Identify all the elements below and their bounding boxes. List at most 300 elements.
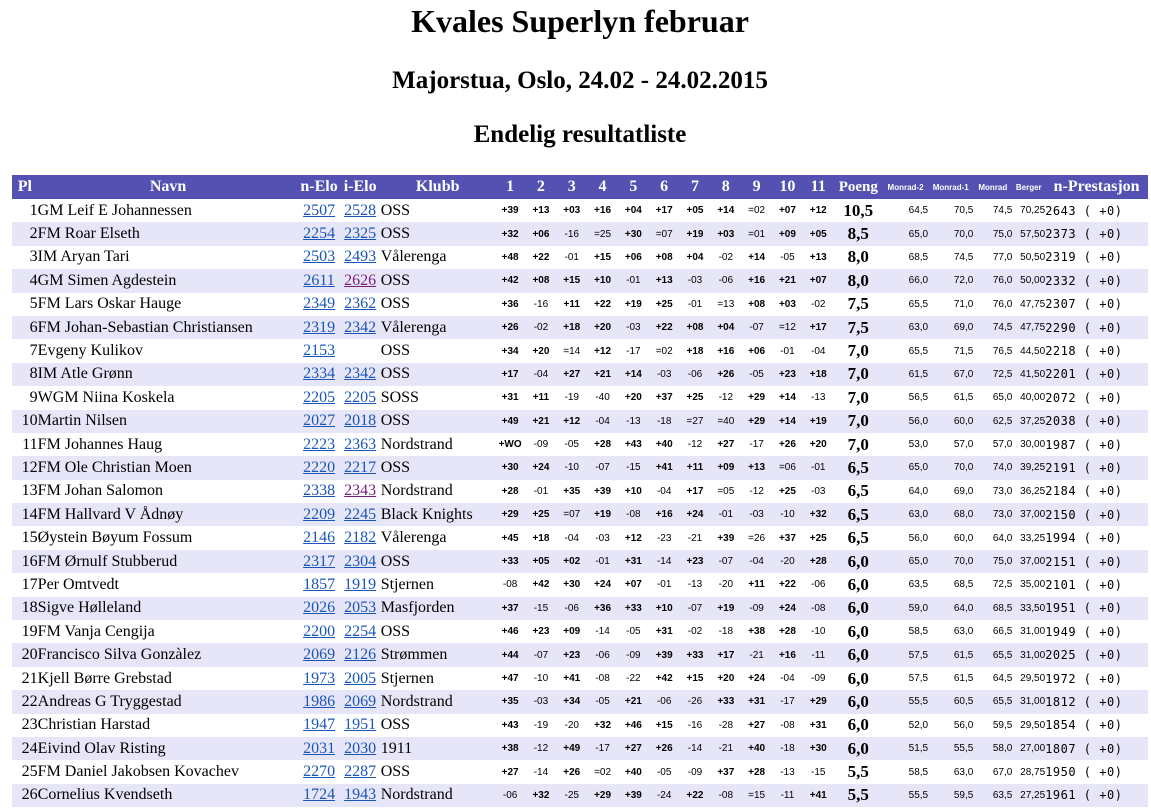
ielo-cell	[340, 643, 381, 666]
player-name: FM Daniel Jakobsen Kovachev	[37, 763, 239, 781]
round-result: -12	[749, 485, 764, 497]
nelo-link[interactable]: 2146	[303, 529, 336, 547]
round-result: +30	[624, 228, 642, 240]
nelo-link[interactable]: 2254	[303, 225, 336, 243]
placement: 6	[29, 318, 38, 336]
round-result: -21	[718, 743, 734, 755]
nelo-link[interactable]: 2031	[303, 739, 336, 757]
table-row	[12, 737, 1148, 760]
nelo-cell	[299, 690, 340, 713]
round-result: +25	[809, 532, 827, 544]
table-row	[12, 784, 1148, 807]
ielo-cell	[340, 503, 381, 526]
page-subtitle: Majorstua, Oslo, 24.02 - 24.02.2015	[392, 67, 768, 94]
round-result: +42	[532, 579, 550, 591]
performance: 2025 ( +0)	[1045, 648, 1123, 663]
monrad1: 72,0	[953, 275, 974, 287]
ielo-cell	[340, 339, 381, 362]
berger: 35,00	[1020, 579, 1046, 591]
results-table	[12, 175, 1148, 807]
ielo-cell	[340, 480, 381, 503]
nelo-link[interactable]: 2223	[303, 435, 336, 453]
round-result: -05	[656, 766, 672, 778]
nelo-link[interactable]: 2205	[303, 388, 336, 406]
round-result: -10	[533, 673, 549, 684]
monrad: 66,5	[992, 626, 1013, 638]
round-result: -12	[718, 392, 734, 404]
ielo-link[interactable]: 1943	[344, 786, 377, 804]
player-name: FM Lars Oskar Hauge	[37, 295, 182, 313]
round-result: +25	[778, 485, 796, 497]
col-round: 4	[587, 175, 618, 199]
player-name: GM Leif E Johannessen	[37, 201, 192, 219]
col-round: 1	[495, 175, 526, 199]
round-result: -21	[749, 649, 764, 661]
berger: 31,00	[1020, 696, 1046, 708]
round-result: -09	[749, 602, 764, 614]
ielo-link[interactable]: 2343	[344, 482, 377, 500]
player-name: FM Hallvard V Ådnøy	[37, 505, 184, 523]
round-result: -02	[718, 251, 734, 263]
round-result: +14	[778, 392, 796, 404]
nelo-link[interactable]: 2317	[303, 552, 336, 570]
nelo-cell	[299, 714, 340, 737]
round-result: +17	[717, 649, 735, 661]
placement: 25	[21, 763, 38, 781]
round-result: +WO	[498, 439, 522, 451]
round-result: +21	[594, 368, 612, 380]
round-result: +36	[501, 298, 519, 310]
round-result: -25	[564, 789, 579, 801]
placement: 18	[21, 599, 38, 617]
berger: 37,25	[1020, 415, 1046, 427]
points: 6,0	[847, 551, 869, 571]
round-result: -06	[811, 579, 826, 591]
nelo-cell	[299, 503, 340, 526]
round-result: +10	[594, 275, 612, 287]
round-result: +07	[809, 275, 827, 287]
round-result: =07	[655, 228, 673, 240]
ielo-link[interactable]: 2005	[344, 669, 377, 687]
performance: 1812 ( +0)	[1045, 694, 1123, 709]
ielo-link[interactable]: 2245	[344, 505, 377, 523]
ielo-cell	[340, 573, 381, 596]
placement: 2	[29, 225, 38, 243]
ielo-link[interactable]: 2287	[344, 763, 377, 781]
ielo-cell	[340, 597, 381, 620]
berger: 57,50	[1020, 228, 1046, 240]
placement: 11	[22, 435, 38, 453]
table-row	[12, 293, 1148, 316]
berger: 31,00	[1020, 649, 1046, 661]
performance: 2332 ( +0)	[1045, 273, 1123, 288]
table-row	[12, 410, 1148, 433]
berger: 33,50	[1020, 602, 1046, 614]
ielo-link[interactable]: 2069	[344, 692, 377, 710]
round-result: -16	[533, 298, 549, 310]
ielo-cell	[340, 433, 381, 456]
round-result: +08	[748, 298, 766, 310]
round-result: +19	[686, 228, 704, 240]
round-result: -13	[687, 579, 703, 591]
results-body	[12, 199, 1148, 807]
round-result: -05	[564, 439, 579, 451]
ielo-link[interactable]: 2217	[344, 458, 377, 476]
player-name: Francisco Silva Gonzàlez	[37, 646, 202, 664]
ielo-link[interactable]: 2018	[344, 412, 377, 430]
round-result: =13	[717, 298, 735, 310]
ielo-cell	[340, 550, 381, 573]
table-row	[12, 246, 1148, 269]
round-result: +13	[532, 205, 550, 217]
monrad: 64,5	[992, 673, 1013, 684]
points: 8,5	[847, 224, 869, 244]
round-result: =27	[686, 415, 704, 427]
berger: 29,50	[1020, 719, 1046, 731]
round-result: -18	[718, 626, 734, 638]
round-result: +03	[778, 298, 796, 310]
nelo-link[interactable]: 1857	[303, 575, 336, 593]
nelo-link[interactable]: 1986	[303, 692, 336, 710]
round-result: =40	[717, 415, 735, 427]
round-result: -24	[656, 789, 672, 801]
ielo-cell	[340, 526, 381, 549]
round-result: +11	[686, 462, 704, 474]
round-result: +18	[532, 532, 550, 544]
round-result: +34	[563, 696, 581, 708]
ielo-link[interactable]: 1919	[344, 575, 377, 593]
round-result: -03	[626, 322, 641, 334]
nelo-link[interactable]: 2319	[303, 318, 336, 336]
ielo-link[interactable]: 2030	[344, 739, 377, 757]
round-result: +15	[594, 251, 612, 263]
col-nelo: n-Elo	[299, 175, 340, 199]
monrad1: 71,5	[953, 345, 974, 357]
ielo-link[interactable]: 2325	[344, 225, 377, 243]
performance: 1951 ( +0)	[1045, 601, 1123, 616]
ielo-link[interactable]: 2254	[344, 622, 377, 640]
round-result: +28	[748, 766, 766, 778]
round-result: +08	[655, 251, 673, 263]
nelo-link[interactable]: 2026	[303, 599, 336, 617]
round-result: +38	[501, 743, 519, 755]
nelo-cell	[299, 363, 340, 386]
points: 7,5	[847, 317, 869, 337]
round-result: -02	[811, 298, 826, 310]
player-name: Martin Nilsen	[37, 412, 127, 430]
round-result: -01	[780, 345, 795, 357]
round-result: -03	[811, 485, 826, 497]
round-result: -04	[595, 415, 610, 427]
monrad1: 71,0	[953, 298, 974, 310]
round-result: =25	[594, 228, 612, 240]
round-result: -11	[811, 649, 826, 661]
points: 6,5	[847, 504, 869, 524]
ielo-cell	[340, 737, 381, 760]
placement: 4	[29, 271, 38, 289]
monrad1: 70,0	[953, 462, 974, 474]
placement: 20	[21, 646, 38, 664]
table-row	[12, 597, 1148, 620]
round-result: +24	[594, 579, 612, 591]
round-result: +27	[563, 368, 581, 380]
ielo-link[interactable]: 1951	[344, 716, 377, 734]
club: Nordstrand	[380, 786, 453, 804]
round-result: +45	[501, 532, 519, 544]
nelo-link[interactable]: 2507	[303, 201, 336, 219]
club: OSS	[380, 342, 411, 360]
round-result: -13	[626, 415, 641, 427]
nelo-link[interactable]: 2503	[303, 248, 336, 266]
performance: 2101 ( +0)	[1045, 577, 1123, 592]
col-round: 11	[803, 175, 834, 199]
nelo-link[interactable]: 1724	[303, 786, 336, 804]
monrad2: 58,5	[908, 626, 929, 638]
table-row	[12, 526, 1148, 549]
round-result: +33	[717, 696, 735, 708]
monrad: 63,5	[992, 789, 1013, 801]
ielo-link[interactable]: 2126	[344, 646, 377, 664]
player-name: IM Aryan Tari	[37, 248, 130, 266]
nelo-link[interactable]: 2270	[303, 763, 336, 781]
monrad1: 60,0	[953, 415, 974, 427]
club: 1911	[380, 739, 413, 757]
ielo-link[interactable]: 2342	[344, 318, 377, 336]
round-result: +19	[594, 509, 612, 521]
ielo-link[interactable]: 2205	[344, 388, 377, 406]
monrad1: 56,0	[953, 719, 974, 731]
col-monrad1: Monrad-1	[928, 175, 973, 199]
monrad2: 65,5	[908, 345, 929, 357]
monrad2: 63,5	[908, 579, 929, 591]
berger: 27,25	[1020, 789, 1046, 801]
ielo-cell	[340, 667, 381, 690]
round-result: +17	[655, 205, 673, 217]
nelo-cell	[299, 573, 340, 596]
points: 10,5	[843, 200, 874, 220]
ielo-link[interactable]: 2342	[344, 365, 377, 383]
round-result: +20	[717, 673, 735, 684]
player-name: Eivind Olav Risting	[37, 739, 166, 757]
table-row	[12, 199, 1148, 222]
player-name: FM Johannes Haug	[37, 435, 163, 453]
round-result: -20	[780, 556, 795, 568]
round-result: -06	[656, 696, 672, 708]
round-result: +27	[624, 743, 642, 755]
berger: 44,50	[1020, 345, 1046, 357]
round-result: +21	[778, 275, 796, 287]
nelo-cell	[299, 550, 340, 573]
round-result: -01	[718, 509, 734, 521]
monrad: 76,0	[992, 298, 1013, 310]
points: 5,5	[847, 785, 869, 805]
monrad2: 55,5	[908, 789, 929, 801]
round-result: -01	[626, 275, 641, 287]
ielo-link[interactable]: 2626	[344, 271, 377, 289]
monrad1: 67,0	[953, 368, 974, 380]
nelo-link[interactable]: 2611	[303, 271, 335, 289]
points: 6,0	[847, 668, 869, 688]
monrad2: 53,0	[908, 439, 929, 451]
nelo-link[interactable]: 2338	[303, 482, 336, 500]
berger: 36,25	[1020, 485, 1046, 497]
round-result: +19	[809, 415, 827, 427]
ielo-link[interactable]: 2053	[344, 599, 377, 617]
round-result: +15	[686, 673, 704, 684]
round-result: =02	[655, 345, 673, 357]
round-result: +06	[624, 251, 642, 263]
round-result: +30	[501, 462, 519, 474]
performance: 2151 ( +0)	[1045, 554, 1123, 569]
col-klubb: Klubb	[381, 175, 495, 199]
monrad: 59,5	[992, 719, 1013, 731]
nelo-link[interactable]: 2153	[303, 342, 336, 360]
table-row	[12, 386, 1148, 409]
performance: 2319 ( +0)	[1045, 250, 1123, 265]
round-result: +26	[717, 368, 735, 380]
round-result: +17	[809, 322, 827, 334]
round-result: -07	[595, 462, 610, 474]
nelo-link[interactable]: 2027	[303, 412, 336, 430]
berger: 27,00	[1020, 743, 1046, 755]
berger: 47,75	[1020, 298, 1046, 310]
round-result: +46	[501, 626, 519, 638]
round-result: -12	[533, 743, 549, 755]
club: OSS	[380, 225, 411, 243]
round-result: -13	[811, 392, 826, 404]
nelo-cell	[299, 293, 340, 316]
berger: 70,25	[1020, 205, 1046, 217]
round-result: +25	[532, 509, 550, 521]
monrad: 65,5	[992, 649, 1013, 661]
round-result: -03	[533, 696, 549, 708]
ielo-cell	[340, 363, 381, 386]
club: Vålerenga	[380, 529, 447, 547]
round-result: -08	[780, 719, 795, 731]
col-round: 10	[772, 175, 803, 199]
round-result: +39	[624, 789, 642, 801]
player-name: Evgeny Kulikov	[37, 342, 143, 360]
placement: 16	[21, 552, 38, 570]
round-result: -05	[780, 251, 795, 263]
round-result: +17	[686, 485, 704, 497]
monrad2: 65,0	[908, 228, 929, 240]
round-result: +43	[624, 439, 642, 451]
col-round: 6	[649, 175, 680, 199]
round-result: +12	[624, 532, 642, 544]
nelo-cell	[299, 222, 340, 245]
round-result: -20	[718, 579, 734, 591]
ielo-cell	[340, 293, 381, 316]
ielo-link[interactable]: 2182	[344, 529, 377, 547]
monrad1: 68,0	[953, 509, 974, 521]
club: OSS	[380, 201, 411, 219]
table-row	[12, 714, 1148, 737]
ielo-cell	[340, 246, 381, 269]
col-monrad2: Monrad-2	[883, 175, 928, 199]
monrad: 74,5	[992, 205, 1013, 217]
monrad2: 65,0	[908, 462, 929, 474]
nelo-link[interactable]: 2069	[303, 646, 336, 664]
nelo-link[interactable]: 2200	[303, 622, 336, 640]
round-result: +22	[686, 789, 704, 801]
round-result: =07	[563, 509, 581, 521]
round-result: +26	[778, 439, 796, 451]
col-nprest: n-Prestasjon	[1045, 175, 1148, 199]
player-name: FM Ole Christian Moen	[37, 458, 192, 476]
nelo-link[interactable]: 2349	[303, 295, 336, 313]
nelo-link[interactable]: 1973	[303, 669, 336, 687]
points: 6,5	[847, 528, 869, 548]
nelo-cell	[299, 526, 340, 549]
berger: 41,50	[1020, 368, 1046, 380]
round-result: -14	[595, 626, 610, 638]
round-result: +24	[778, 602, 796, 614]
round-result: -18	[780, 743, 795, 755]
round-result: -07	[718, 556, 734, 568]
ielo-link[interactable]: 2363	[344, 435, 377, 453]
round-result: +16	[655, 509, 673, 521]
nelo-link[interactable]: 2209	[303, 505, 336, 523]
nelo-link[interactable]: 2334	[303, 365, 336, 383]
nelo-link[interactable]: 1947	[303, 716, 336, 734]
round-result: +03	[563, 205, 581, 217]
ielo-link[interactable]: 2362	[344, 295, 377, 313]
round-result: +11	[748, 579, 765, 591]
ielo-cell	[340, 316, 381, 339]
player-name: FM Ørnulf Stubberud	[37, 552, 178, 570]
round-result: -08	[718, 789, 734, 801]
performance: 2290 ( +0)	[1045, 320, 1123, 335]
table-row	[12, 760, 1148, 783]
points: 6,0	[847, 598, 869, 618]
round-result: -04	[749, 556, 764, 568]
ielo-link[interactable]: 2528	[344, 201, 377, 219]
nelo-cell	[299, 410, 340, 433]
round-result: -01	[533, 485, 549, 497]
ielo-link[interactable]: 2493	[344, 248, 377, 266]
round-result: +27	[501, 766, 519, 778]
round-result: =15	[748, 789, 766, 801]
round-result: -01	[656, 579, 672, 591]
placement: 17	[21, 575, 38, 593]
round-result: +40	[655, 439, 673, 451]
round-result: -19	[564, 392, 579, 404]
berger: 29,50	[1020, 673, 1046, 684]
round-result: +27	[748, 719, 766, 731]
nelo-link[interactable]: 2220	[303, 458, 336, 476]
monrad1: 63,0	[953, 626, 974, 638]
table-row	[12, 316, 1148, 339]
round-result: +33	[501, 556, 519, 568]
round-result: -17	[780, 696, 795, 708]
round-result: -08	[502, 579, 518, 591]
round-result: +20	[594, 322, 612, 334]
col-navn: Navn	[38, 175, 299, 199]
col-poeng: Poeng	[834, 175, 883, 199]
round-result: -19	[533, 719, 549, 731]
round-result: -06	[564, 602, 579, 614]
round-result: +20	[624, 392, 642, 404]
round-result: +49	[501, 415, 519, 427]
performance: 1807 ( +0)	[1045, 741, 1123, 756]
round-result: +05	[532, 556, 550, 568]
ielo-link[interactable]: 2304	[344, 552, 377, 570]
player-name: FM Vanja Cengija	[37, 622, 155, 640]
round-result: +31	[501, 392, 519, 404]
round-result: -40	[595, 392, 610, 404]
club: Nordstrand	[380, 692, 453, 710]
